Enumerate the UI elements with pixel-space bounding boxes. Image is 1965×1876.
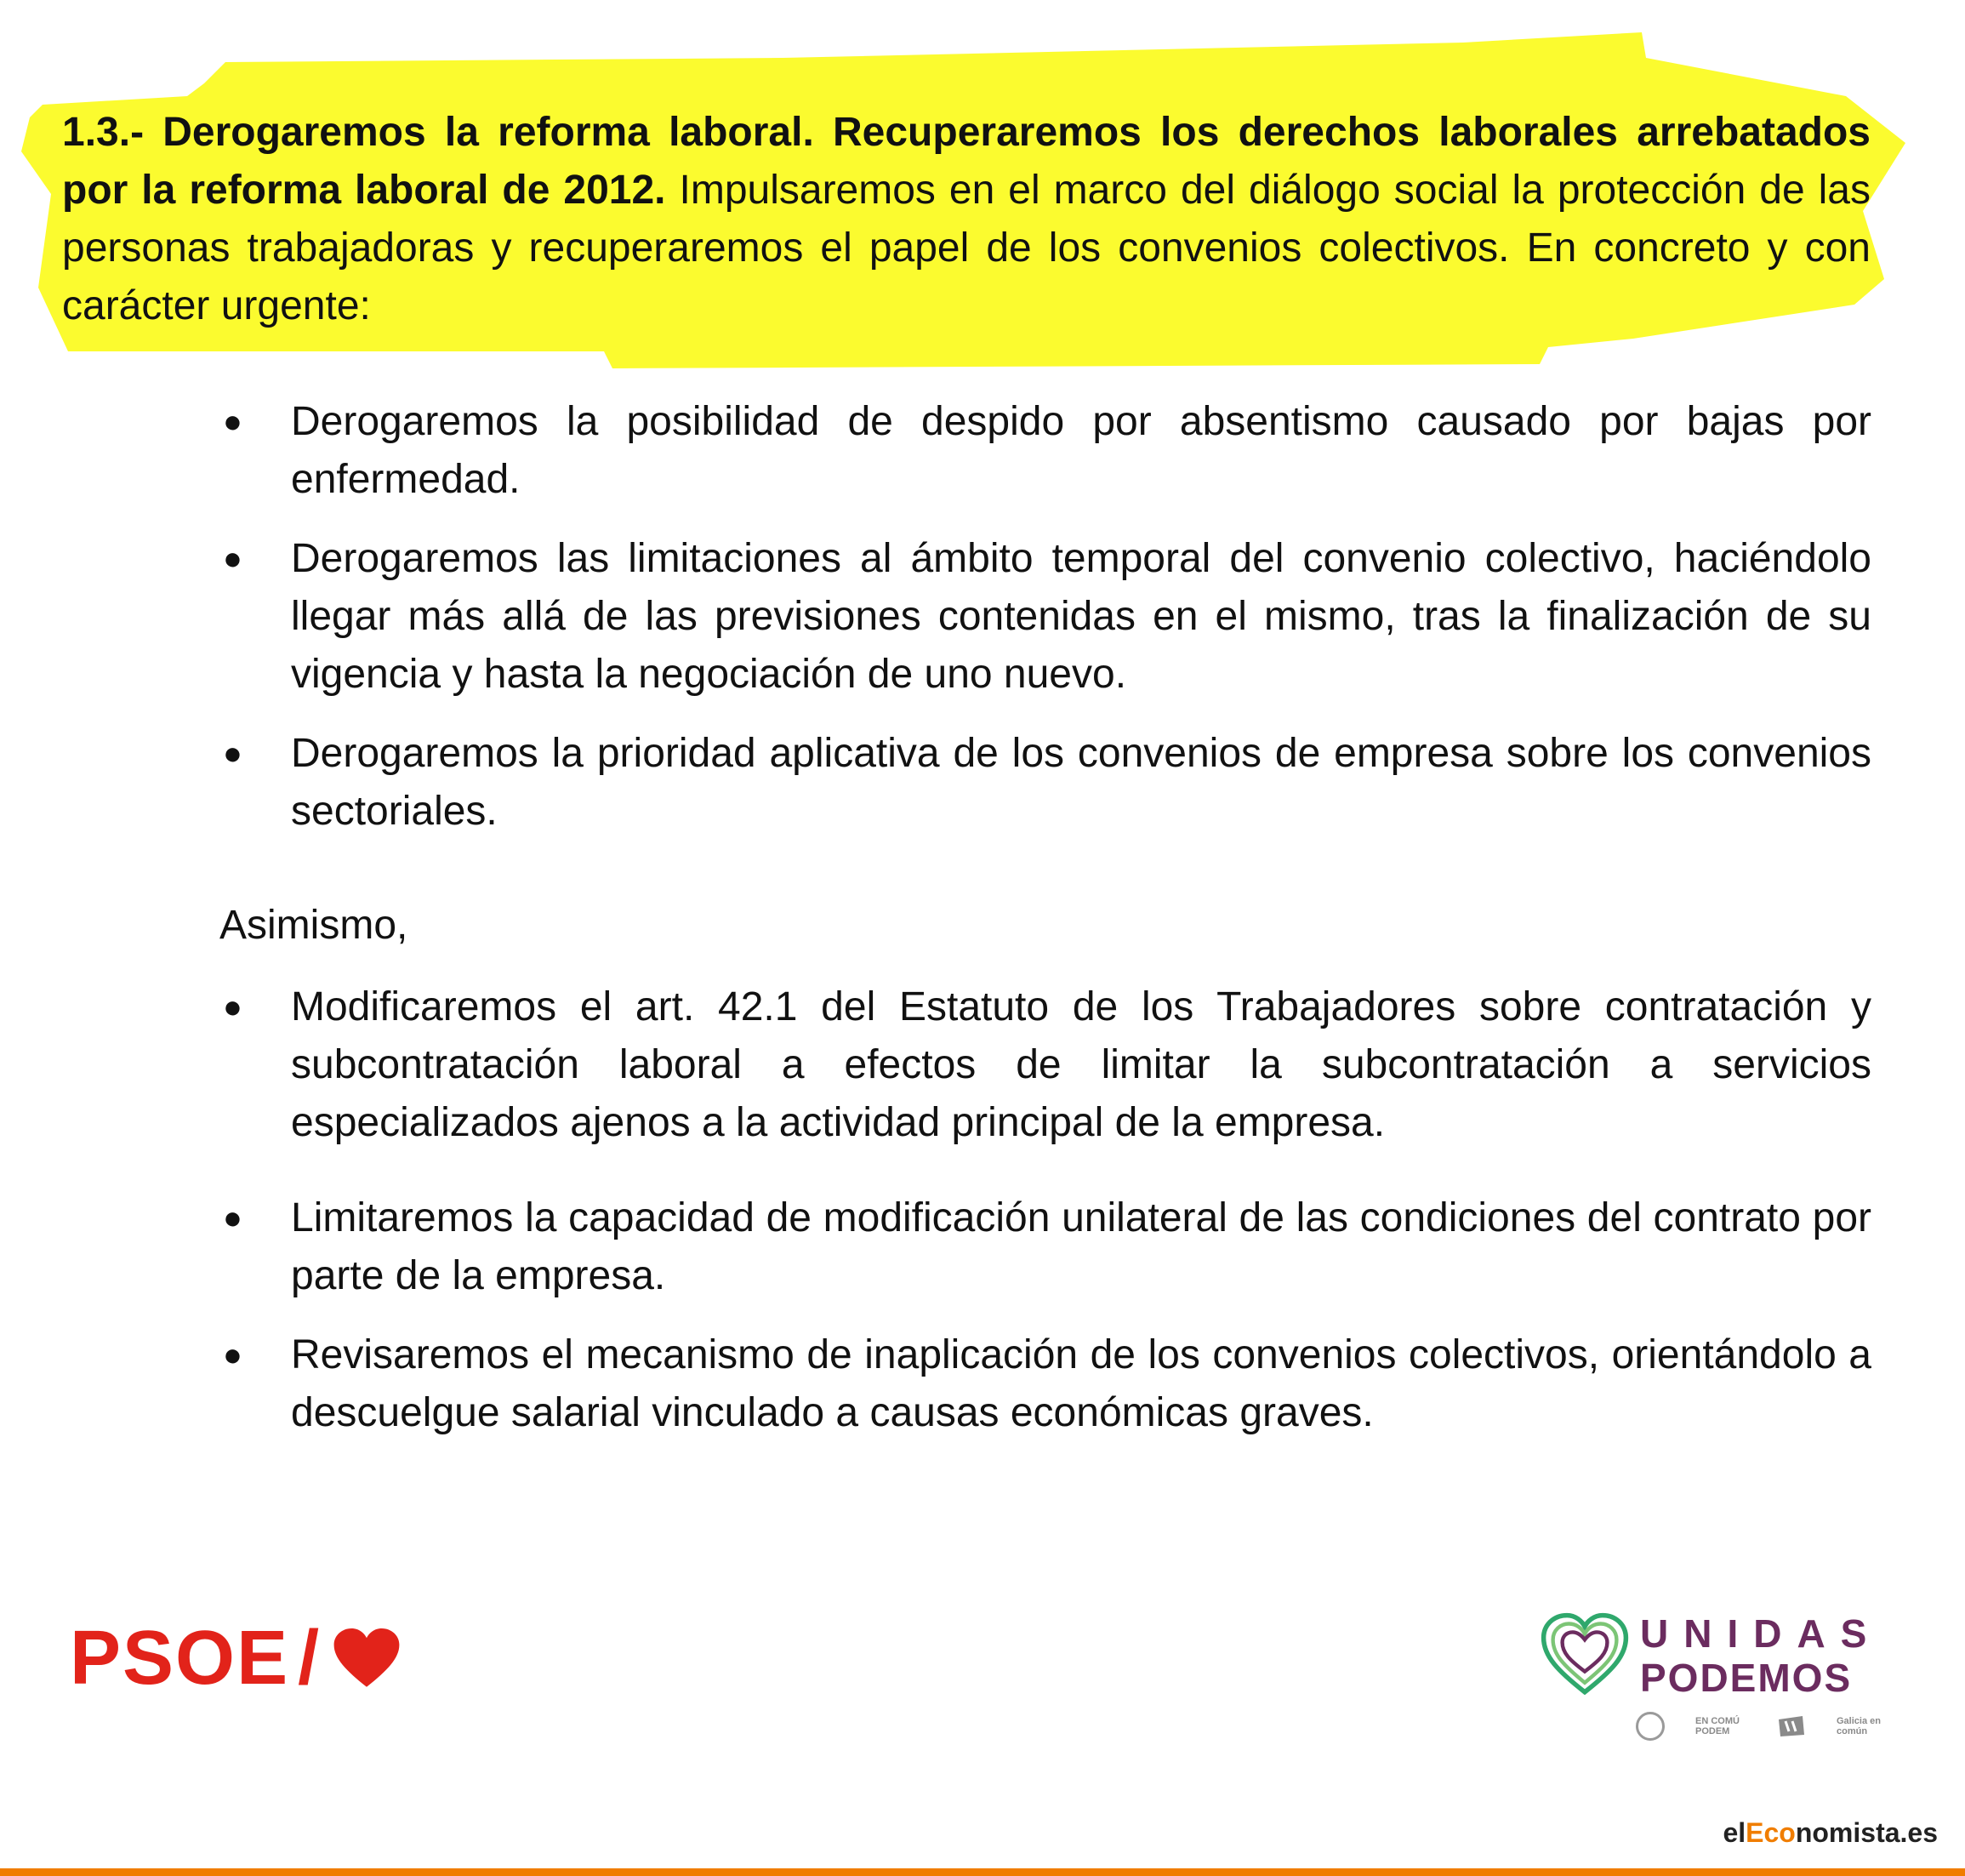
intro-rest: Impulsaremos en el marco del diálogo social la protección de las personas trabajadoras y recuperaremos el papel de los convenios colectivos. En concreto y con carácter urgente: — [62, 168, 1871, 328]
list-item — [218, 725, 1871, 841]
unidas-text: UNIDAS — [1640, 1611, 1882, 1656]
podemos-text: PODEMOS — [1640, 1656, 1853, 1700]
bullet-icon: ● — [223, 1337, 242, 1373]
coalition-logos — [1636, 1712, 1893, 1741]
list-item — [218, 1189, 1871, 1305]
list-item — [218, 1326, 1871, 1442]
brand-eco: Eco — [1746, 1817, 1796, 1848]
asimismo-text: Asimismo, — [219, 903, 408, 948]
en-comu-podem-logo: EN COMÚ PODEM — [1695, 1716, 1740, 1736]
psoe-logo-text: PSOE — [70, 1616, 290, 1701]
iu-logo-icon — [1777, 1714, 1806, 1738]
measures-list-additional — [218, 978, 1871, 1442]
galicia-en-comun-logo: Galicia en común — [1837, 1716, 1881, 1736]
list-item-text: Derogaremos la prioridad aplicativa de los convenios de empresa sobre los convenios sectoriales. — [291, 731, 1871, 834]
circle-logo-icon — [1636, 1712, 1665, 1741]
list-item — [218, 978, 1871, 1152]
list-item-text: Modificaremos el art. 42.1 del Estatuto de los Trabajadores sobre contratación y subcontratación laboral a efectos de limitar la subcontratación a servicios especializados ajenos a la actividad principal de la empresa. — [291, 984, 1871, 1145]
list-item-text: Revisaremos el mecanismo de inaplicación de los convenios colectivos, orientándolo a descuelgue salarial vinculado a causas económicas graves. — [291, 1332, 1871, 1435]
intro-paragraph — [62, 104, 1871, 335]
list-item-text: Derogaremos las limitaciones al ámbito temporal del convenio colectivo, haciéndolo llegar más allá de las previsiones contenidas en el mismo, tras la finalización de su vigencia y hasta la negociación de uno nuevo. — [291, 536, 1871, 697]
unidas-podemos-wordmark — [1640, 1611, 1882, 1700]
list-item — [218, 393, 1871, 509]
heart-icon — [333, 1628, 401, 1690]
eleconomista-brand — [1723, 1817, 1938, 1849]
bullet-icon: ● — [223, 989, 242, 1025]
list-item-text: Derogaremos la posibilidad de despido por absentismo causado por bajas por enfermedad. — [291, 399, 1871, 502]
measures-list-urgent — [218, 393, 1871, 841]
heart-outline-icon — [1538, 1610, 1632, 1703]
brand-nomista: nomista.es — [1795, 1817, 1938, 1848]
intro-bold: 1.3.- Derogaremos la reforma laboral. Recuperaremos los derechos laborales arrebatados por la reforma laboral de 2012. — [62, 110, 1871, 213]
bullet-icon: ● — [223, 541, 242, 577]
bullet-icon: ● — [223, 1200, 242, 1236]
brand-el: el — [1723, 1817, 1746, 1848]
bottom-accent-bar — [0, 1868, 1965, 1876]
bullet-icon: ● — [223, 736, 242, 772]
psoe-logo — [70, 1615, 401, 1702]
psoe-logo-slash: / — [298, 1616, 322, 1701]
list-item — [218, 530, 1871, 704]
bullet-icon: ● — [223, 404, 242, 440]
list-item-text: Limitaremos la capacidad de modificación unilateral de las condiciones del contrato por parte de la empresa. — [291, 1195, 1871, 1298]
unidas-podemos-logo — [1538, 1610, 1882, 1746]
